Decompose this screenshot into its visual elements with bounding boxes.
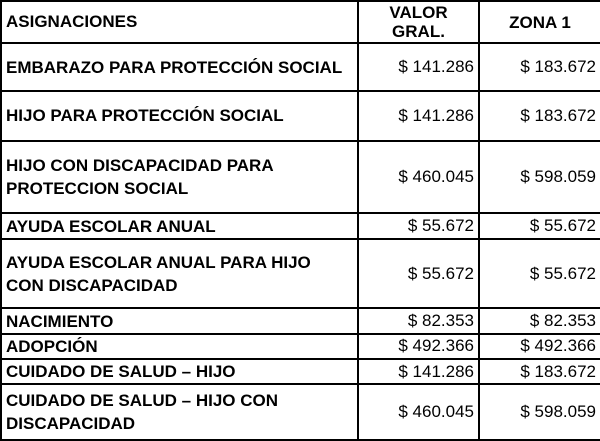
table-row: [1, 334, 600, 359]
table-row: [1, 141, 600, 214]
table-row: [1, 359, 600, 384]
row-valor-gral: $ 141.286: [358, 359, 479, 384]
table-row: [1, 239, 600, 309]
header-zona-1: ZONA 1: [479, 1, 600, 43]
table-row: [1, 384, 600, 440]
row-valor-gral: $ 141.286: [358, 43, 479, 91]
row-valor-gral: $ 55.672: [358, 239, 479, 309]
row-zona-1: $ 492.366: [479, 334, 600, 359]
table-row: [1, 308, 600, 333]
header-asignaciones: ASIGNACIONES: [1, 1, 358, 43]
row-label: ADOPCIÓN: [1, 334, 358, 359]
row-valor-gral: $ 141.286: [358, 91, 479, 141]
row-valor-gral: $ 460.045: [358, 384, 479, 440]
row-zona-1: $ 598.059: [479, 384, 600, 440]
row-zona-1: $ 55.672: [479, 213, 600, 238]
row-valor-gral: $ 82.353: [358, 308, 479, 333]
row-zona-1: $ 183.672: [479, 359, 600, 384]
row-label: NACIMIENTO: [1, 308, 358, 333]
row-zona-1: $ 183.672: [479, 91, 600, 141]
header-valor-gral: VALOR GRAL.: [358, 1, 479, 43]
row-zona-1: $ 55.672: [479, 239, 600, 309]
row-label: AYUDA ESCOLAR ANUAL PARA HIJO CON DISCAPACIDAD: [1, 239, 358, 309]
row-label: HIJO CON DISCAPACIDAD PARA PROTECCION SOCIAL: [1, 141, 358, 214]
row-zona-1: $ 183.672: [479, 43, 600, 91]
row-label: HIJO PARA PROTECCIÓN SOCIAL: [1, 91, 358, 141]
row-zona-1: $ 598.059: [479, 141, 600, 214]
row-valor-gral: $ 492.366: [358, 334, 479, 359]
row-label: AYUDA ESCOLAR ANUAL: [1, 213, 358, 238]
row-label: CUIDADO DE SALUD – HIJO CON DISCAPACIDAD: [1, 384, 358, 440]
row-valor-gral: $ 460.045: [358, 141, 479, 214]
row-label: CUIDADO DE SALUD – HIJO: [1, 359, 358, 384]
row-zona-1: $ 82.353: [479, 308, 600, 333]
table-header-row: [1, 1, 600, 43]
table-row: [1, 213, 600, 238]
row-label: EMBARAZO PARA PROTECCIÓN SOCIAL: [1, 43, 358, 91]
table-row: [1, 91, 600, 141]
row-valor-gral: $ 55.672: [358, 213, 479, 238]
table-row: [1, 43, 600, 91]
